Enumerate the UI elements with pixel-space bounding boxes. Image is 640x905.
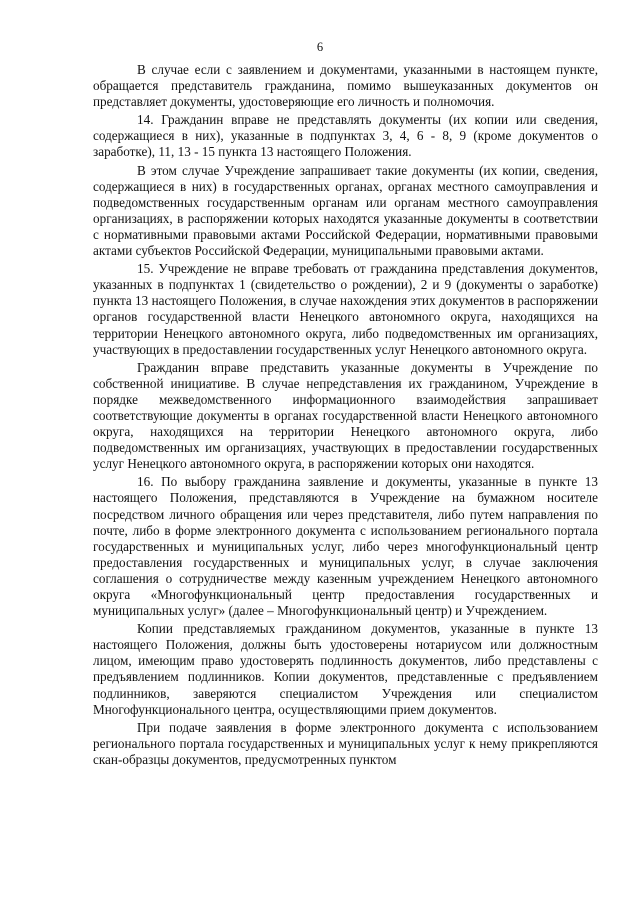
paragraph-clause-16: 16. По выбору гражданина заявление и документы, указанные в пункте 13 настоящего Положения, представляются в Учреждение на бумажном носителе посредством личного обращения или через представителя, либо путем направления по почте, либо в форме электронного документа с использованием регионального портала государственных и муниципальных услуг, либо через многофункциональный центр предоставления государственных и муниципальных услуг, в случае заключения соглашения о сотрудничестве между казенным учреждением Ненецкого автономного округа «Многофункциональный центр предоставления государственных и муниципальных услуг» (далее – Многофункциональный центр) и Учреждением. bbox=[93, 474, 598, 619]
paragraph-representative: В случае если с заявлением и документами, указанными в настоящем пункте, обращается представитель гражданина, помимо вышеуказанных документов он представляет документы, удостоверяющие его личность и полномочия. bbox=[93, 62, 598, 110]
page-number: 6 bbox=[316, 40, 324, 54]
paragraph-copies: Копии представляемых гражданином документов, указанные в пункте 13 настоящего Положения, должны быть удостоверены нотариусом или должностным лицом, имеющим право удостоверять подлинность документов, либо представлены с предъявлением подлинников. Копии документов, представленные с предъявлением подлинников, заверяются специалистом Учреждения или специалистом Многофункционального центра, осуществляющими прием документов. bbox=[93, 621, 598, 717]
paragraph-electronic-submission: При подаче заявления в форме электронного документа с использованием регионального портала государственных и муниципальных услуг к нему прикрепляются скан-образцы документов, предусмотренных пунктом bbox=[93, 719, 598, 767]
paragraph-clause-14: 14. Гражданин вправе не представлять документы (их копии или сведения, содержащиеся в них), указанные в подпунктах 3, 4, 6 - 8, 9 (кроме документов о заработке), 11, 13 - 15 пункта 13 настоящего Положения. bbox=[93, 112, 598, 160]
paragraph-clause-15: 15. Учреждение не вправе требовать от гражданина представления документов, указанных в подпунктах 1 (свидетельство о рождении), 2 и 9 (документы о заработке) пункта 13 настоящего Положения, в случае нахождения этих документов в распоряжении органов государственной власти Ненецкого автономного округа, находящихся на территории Ненецкого автономного округа, либо подведомственных им организациях, участвующих в предоставлении государственных услуг Ненецкого автономного округа. bbox=[93, 261, 598, 357]
document-body bbox=[93, 62, 598, 770]
paragraph-clause-14-request: В этом случае Учреждение запрашивает такие документы (их копии, сведения, содержащиеся в них) в государственных органах, органах местного самоуправления и подведомственных государственным органам или органам местного самоуправления организациях, в распоряжении которых находятся указанные документы в соответствии с нормативными правовыми актами Российской Федерации, нормативными правовыми актами субъектов Российской Федерации, муниципальными правовыми актами. bbox=[93, 162, 598, 259]
paragraph-clause-15-initiative: Гражданин вправе представить указанные документы в Учреждение по собственной инициативе. В случае непредставления их гражданином, Учреждение в порядке межведомственного информационного взаимодействия запрашивает соответствующие документы в органах государственной власти Ненецкого автономного округа, находящихся на территории Ненецкого автономного округа, либо подведомственных им организациях, участвующих в предоставлении государственных услуг Ненецкого автономного округа, в распоряжении которых они находятся. bbox=[93, 359, 598, 472]
